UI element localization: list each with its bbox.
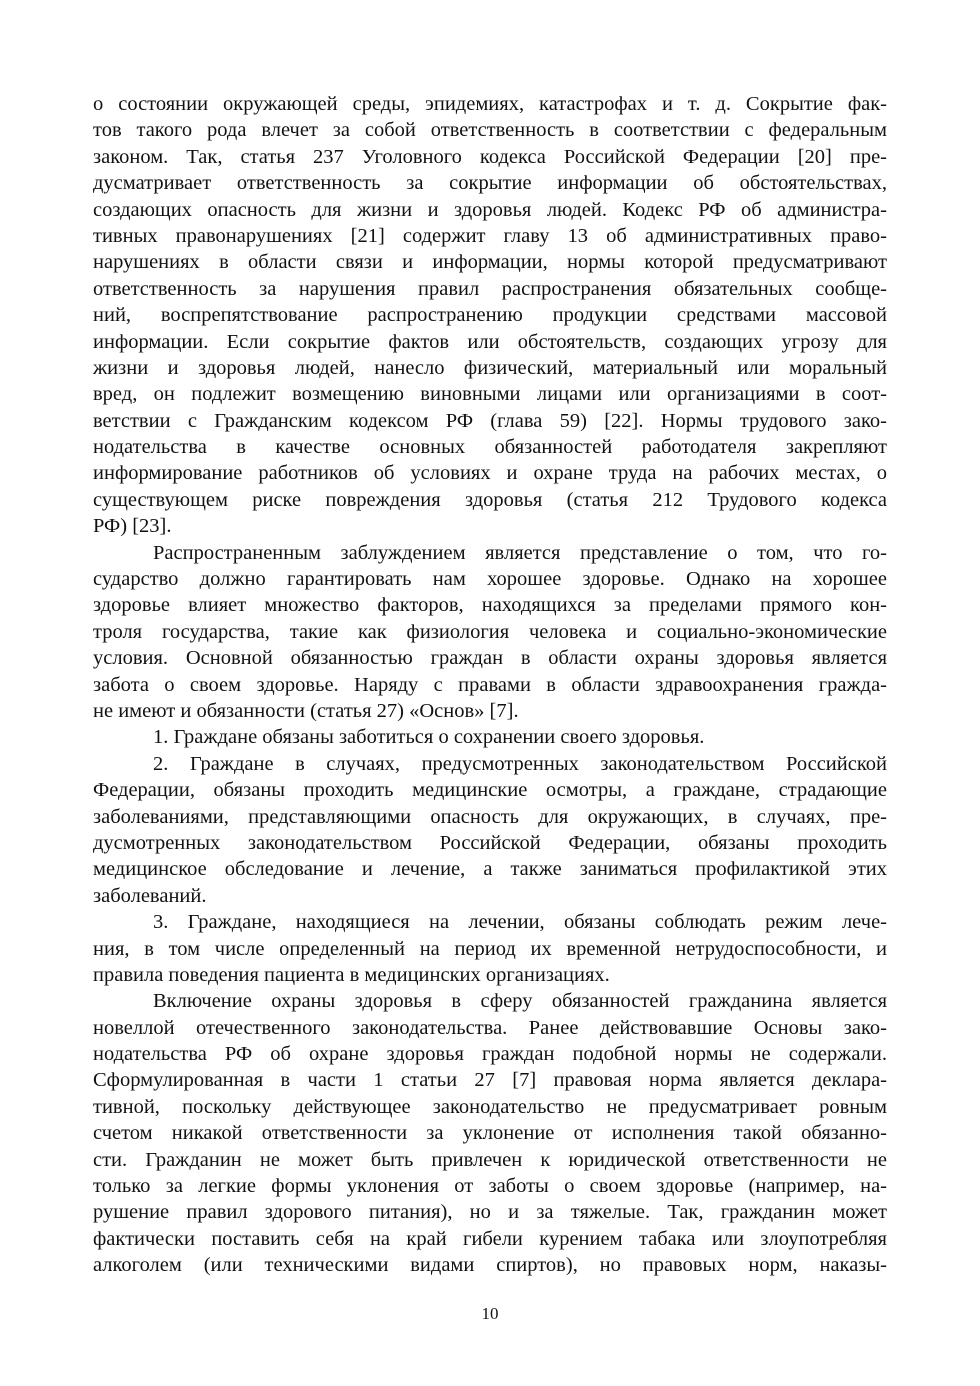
- text-line: условия. Основной обязанностью граждан в области охраны здоровья является: [93, 647, 887, 670]
- text-line: создающих опасность для жизни и здоровья людей. Кодекс РФ об администра-: [93, 198, 887, 221]
- text-line: ответственность за нарушения правил распространения обязательных сообще-: [93, 277, 887, 300]
- text-line: правила поведения пациента в медицинских организациях.: [93, 963, 610, 986]
- text-line: дусмотренных законодательством Российской Федерации, обязаны проходить: [93, 831, 887, 854]
- text-line: алкоголем (или техническими видами спиртов), но правовых норм, наказы-: [93, 1254, 887, 1277]
- text-line: вред, он подлежит возмещению виновными лицами или организациями в соот-: [93, 383, 887, 406]
- text-line: 1. Граждане обязаны заботиться о сохранении своего здоровья.: [153, 726, 705, 749]
- text-line: Включение охраны здоровья в сферу обязанностей гражданина является: [153, 990, 887, 1013]
- text-line: 3. Граждане, находящиеся на лечении, обязаны соблюдать режим лече-: [153, 911, 887, 934]
- text-line: фактически поставить себя на край гибели курением табака или злоупотребляя: [93, 1227, 887, 1250]
- paragraph: [93, 909, 887, 988]
- text-line: нодательства РФ об охране здоровья граждан подобной нормы не содержали.: [93, 1043, 887, 1066]
- text-line: РФ) [23].: [93, 515, 172, 538]
- text-line: Сформулированная в части 1 статьи 27 [7] правовая норма является деклара-: [93, 1069, 887, 1092]
- paragraph: [93, 540, 887, 725]
- text-line: забота о своем здоровье. Наряду с правами в области здравоохранения гражда-: [93, 673, 887, 696]
- text-line: сударство должно гарантировать нам хорошее здоровье. Однако на хорошее: [93, 568, 887, 591]
- text-line: здоровье влияет множество факторов, находящихся за пределами прямого кон-: [93, 594, 887, 617]
- text-line: Федерации, обязаны проходить медицинские осмотры, а граждане, страдающие: [93, 779, 887, 802]
- text-line: о состоянии окружающей среды, эпидемиях, катастрофах и т. д. Сокрытие фак-: [93, 93, 887, 115]
- text-line: заболеваниями, представляющими опасность для окружающих, в случаях, пре-: [93, 805, 887, 828]
- text-line: троля государства, такие как физиология человека и социально-экономические: [93, 620, 887, 643]
- page-body: [93, 91, 887, 1279]
- paragraph: [93, 724, 887, 750]
- text-line: новеллой отечественного законодательства. Ранее действовавшие Основы зако-: [93, 1016, 887, 1039]
- paragraph: [93, 751, 887, 909]
- text-line: ветствии с Гражданским кодексом РФ (глава 59) [22]. Нормы трудового зако-: [93, 409, 887, 432]
- text-line: счетом никакой ответственности за уклонение от исполнения такой обязанно-: [93, 1122, 887, 1145]
- text-line: сти. Гражданин не может быть привлечен к юридической ответственности не: [93, 1148, 887, 1171]
- text-line: ния, в том числе определенный на период их временной нетрудоспособности, и: [93, 937, 887, 960]
- text-line: тов такого рода влечет за собой ответственность в соответствии с федеральным: [93, 119, 887, 142]
- text-line: жизни и здоровья людей, нанесло физический, материальный или моральный: [93, 356, 887, 379]
- text-line: только за легкие формы уклонения от заботы о своем здоровье (например, на-: [93, 1175, 887, 1198]
- text-line: 2. Граждане в случаях, предусмотренных законодательством Российской: [153, 752, 887, 775]
- text-line: тивных правонарушениях [21] содержит главу 13 об административных право-: [93, 224, 887, 247]
- text-line: информации. Если сокрытие фактов или обстоятельств, создающих угрозу для: [93, 330, 887, 353]
- text-line: существующем риске повреждения здоровья (статья 212 Трудового кодекса: [93, 488, 887, 511]
- text-line: нодательства в качестве основных обязанностей работодателя закрепляют: [93, 436, 887, 459]
- paragraph: [93, 988, 887, 1278]
- text-line: информирование работников об условиях и охране труда на рабочих местах, о: [93, 462, 887, 485]
- text-line: законом. Так, статья 237 Уголовного кодекса Российской Федерации [20] пре-: [93, 145, 887, 168]
- text-line: не имеют и обязанности (статья 27) «Основ» [7].: [93, 699, 519, 722]
- text-line: дусматривает ответственность за сокрытие информации об обстоятельствах,: [93, 172, 887, 195]
- text-line: тивной, поскольку действующее законодательство не предусматривает ровным: [93, 1095, 887, 1118]
- text-line: заболеваний.: [93, 884, 207, 907]
- text-line: медицинское обследование и лечение, а также заниматься профилактикой этих: [93, 858, 887, 881]
- text-line: рушение правил здорового питания), но и за тяжелые. Так, гражданин может: [93, 1201, 887, 1224]
- page-number: 10: [481, 1304, 499, 1323]
- paragraph: [93, 91, 887, 540]
- text-line: ний, воспрепятствование распространению продукции средствами массовой: [93, 304, 887, 327]
- text-line: нарушениях в области связи и информации, нормы которой предусматривают: [93, 251, 887, 274]
- text-line: Распространенным заблуждением является представление о том, что го-: [153, 541, 887, 564]
